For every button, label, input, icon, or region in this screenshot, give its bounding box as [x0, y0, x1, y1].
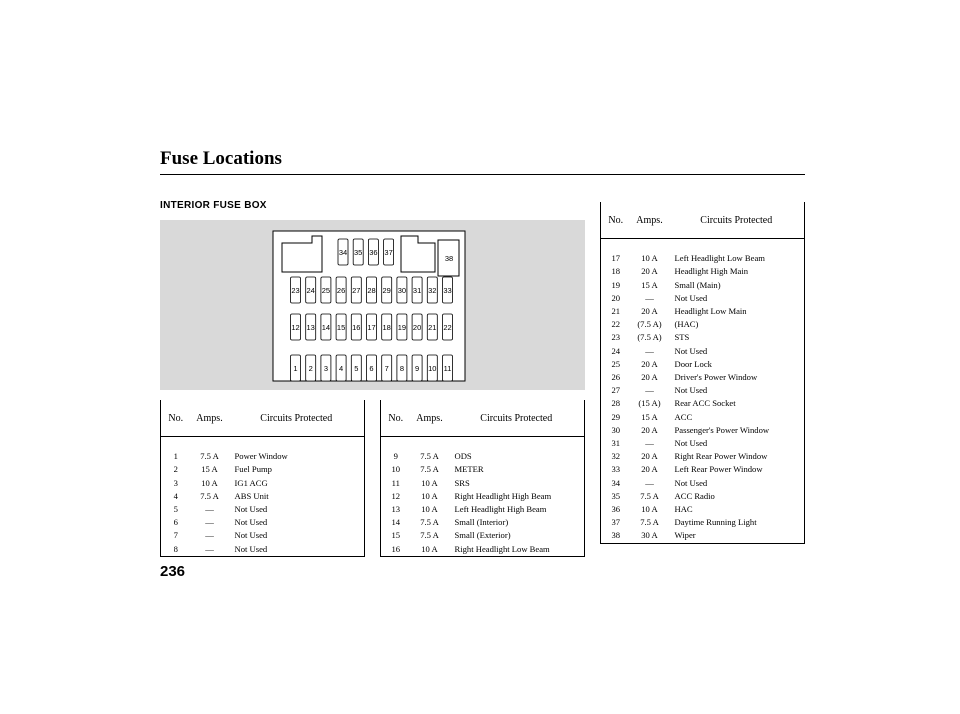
fuse-table-body: [381, 437, 585, 557]
fuse-number: 30: [611, 424, 621, 435]
fuse-number: 22: [611, 319, 621, 330]
fuse-9-label: 9: [415, 364, 420, 373]
header-circuits: Circuits Protected: [480, 412, 553, 424]
page-number: 236: [160, 563, 186, 580]
spacer-row: [161, 437, 365, 451]
header-circuits: Circuits Protected: [700, 214, 773, 226]
fuse-16-label: 16: [352, 323, 361, 332]
table-row: [601, 463, 805, 476]
fuse-number: 5: [173, 504, 178, 514]
header-amps: Amps.: [416, 412, 443, 424]
fuse-amps: 7.5 A: [420, 451, 439, 462]
fuse-circuit: Not Used: [674, 477, 708, 488]
fuse-table-body: [161, 437, 365, 557]
table-row: [601, 305, 805, 318]
fuse-circuit: Not Used: [674, 385, 708, 396]
fuse-table-17-38: [600, 202, 805, 544]
fuse-circuit: Daytime Running Light: [674, 517, 757, 528]
fuse-7-label: 7: [384, 364, 389, 373]
fuse-number: 24: [611, 345, 621, 356]
fuse-circuit: ACC Radio: [674, 490, 715, 501]
fuse-amps: —: [205, 530, 214, 541]
fuse-circuit: Not Used: [234, 530, 268, 541]
fuse-circuit: Left Headlight High Beam: [454, 504, 547, 514]
fuse-number: 33: [611, 464, 621, 475]
table-row: [381, 477, 585, 490]
fuse-10-label: 10: [428, 364, 437, 373]
fuse-amps: 7.5 A: [640, 490, 659, 501]
fuse-5-label: 5: [354, 364, 359, 373]
table-row: [601, 265, 805, 278]
fuse-number: 26: [611, 372, 621, 383]
fuse-number: 16: [391, 543, 401, 554]
fuse-3-label: 3: [323, 364, 328, 373]
fuse-number: 25: [611, 358, 621, 369]
table-row: [161, 543, 365, 557]
fuse-28-label: 28: [367, 286, 376, 295]
fuse-amps: —: [205, 517, 214, 528]
fuse-circuit: IG1 ACG: [234, 477, 268, 488]
fuse-amps: 7.5 A: [420, 464, 439, 475]
fuse-circuit: SRS: [454, 477, 470, 488]
table-row: [601, 516, 805, 529]
fuse-26-label: 26: [336, 286, 346, 295]
table-row: [161, 477, 365, 490]
table-row: [161, 516, 365, 529]
fuse-number: 4: [173, 490, 178, 501]
table-row: [601, 252, 805, 265]
fuse-circuit: Rear ACC Socket: [674, 398, 736, 409]
table-row: [381, 516, 585, 529]
fuse-amps: 20 A: [641, 451, 658, 462]
fuse-14-label: 14: [321, 323, 331, 332]
table-row: [601, 384, 805, 397]
fuse-25-label: 25: [321, 286, 331, 295]
fuse-circuit: Right Rear Power Window: [674, 451, 768, 462]
fuse-number: 6: [173, 517, 178, 528]
table-row: [601, 411, 805, 424]
fuse-circuit: Right Headlight High Beam: [454, 490, 552, 501]
header-no: No.: [608, 214, 624, 226]
fuse-11-label: 11: [443, 364, 452, 373]
fuse-table-1-8: [160, 400, 365, 557]
fuse-35-label: 35: [354, 248, 363, 257]
fuse-table-body: [601, 239, 805, 544]
table-row: [161, 529, 365, 542]
fuse-amps: 7.5 A: [420, 530, 439, 541]
fuse-15-label: 15: [336, 323, 346, 332]
fuse-number: 11: [391, 477, 400, 488]
fuse-circuit: Door Lock: [674, 358, 712, 369]
table-row: [601, 397, 805, 410]
table-row: [601, 331, 805, 344]
fuse-number: 3: [173, 477, 178, 488]
fuse-circuit: Headlight High Main: [674, 266, 749, 277]
fuse-amps: 20 A: [641, 464, 658, 475]
fuse-circuit: Right Headlight Low Beam: [454, 543, 550, 554]
fuse-circuit: ODS: [454, 451, 472, 462]
fuse-number: 20: [611, 292, 621, 303]
fuse-number: 14: [391, 517, 401, 528]
fuse-amps: 10 A: [201, 477, 218, 488]
fuse-34-label: 34: [338, 248, 348, 257]
fuse-number: 18: [611, 266, 621, 277]
title-divider: [160, 174, 805, 175]
fuse-amps: (7.5 A): [637, 319, 662, 330]
table-row: [381, 543, 585, 557]
fuse-amps: 15 A: [641, 279, 658, 290]
table-row: [161, 503, 365, 516]
fuse-circuit: Not Used: [234, 543, 268, 554]
fuse-amps: (7.5 A): [637, 332, 662, 343]
fuse-amps: 10 A: [421, 490, 438, 501]
fuse-amps: 20 A: [641, 424, 658, 435]
fuse-amps: —: [645, 477, 654, 488]
fuse-amps: 20 A: [641, 266, 658, 277]
fuse-36-label: 36: [369, 248, 378, 257]
fuse-number: 38: [611, 530, 621, 541]
spacer-row: [601, 239, 805, 253]
table-row: [601, 437, 805, 450]
fuse-amps: —: [645, 292, 654, 303]
fuse-29-label: 29: [382, 286, 391, 295]
fuse-circuit: Not Used: [234, 504, 268, 514]
header-no: No.: [168, 412, 184, 424]
table-row: [601, 477, 805, 490]
fuse-amps: 10 A: [641, 504, 658, 515]
fuse-circuit: Small (Main): [674, 279, 721, 290]
fuse-number: 13: [391, 504, 401, 514]
fuse-8-label: 8: [399, 364, 404, 373]
fuse-18-label: 18: [382, 323, 391, 332]
table-row: [381, 490, 585, 503]
fuse-number: 31: [611, 438, 621, 449]
fuse-circuit: Small (Interior): [454, 517, 509, 528]
table-row: [601, 358, 805, 371]
fuse-21-label: 21: [428, 323, 437, 332]
fuse-32-label: 32: [428, 286, 437, 295]
table-row: [601, 450, 805, 463]
fuse-number: 15: [391, 530, 401, 541]
fuse-number: 1: [173, 451, 178, 462]
fuse-number: 34: [611, 477, 621, 488]
fuse-number: 28: [611, 398, 621, 409]
fuse-circuit: Headlight Low Main: [674, 306, 747, 316]
fuse-17-label: 17: [367, 323, 376, 332]
fuse-circuit: (HAC): [674, 319, 699, 330]
fuse-number: 27: [611, 385, 621, 396]
fuse-circuit: ACC: [674, 411, 693, 422]
fuse-circuit: Left Rear Power Window: [674, 464, 763, 475]
table-row: [601, 529, 805, 543]
fuse-number: 19: [611, 279, 621, 290]
fuse-number: 7: [173, 530, 178, 541]
fuse-number: 32: [611, 451, 621, 462]
table-row: [161, 490, 365, 503]
fuse-amps: 10 A: [421, 477, 438, 488]
fuse-amps: 20 A: [641, 372, 658, 383]
fuse-circuit: Driver's Power Window: [674, 372, 758, 383]
fuse-circuit: ABS Unit: [234, 490, 269, 501]
fuse-amps: 7.5 A: [200, 490, 219, 501]
fuse-number: 23: [611, 332, 621, 343]
fuse-20-label: 20: [412, 323, 422, 332]
fuse-amps: —: [645, 345, 654, 356]
fuse-amps: 7.5 A: [420, 517, 439, 528]
table-row: [381, 503, 585, 516]
fuse-amps: 10 A: [421, 543, 438, 554]
header-amps: Amps.: [636, 214, 663, 226]
fuse-number: 29: [611, 411, 621, 422]
fuse-circuit: Left Headlight Low Beam: [674, 253, 765, 264]
fuse-number: 8: [173, 543, 178, 554]
table-row: [161, 463, 365, 476]
table-row: [601, 279, 805, 292]
table-row: [601, 371, 805, 384]
section-heading: INTERIOR FUSE BOX: [160, 200, 267, 211]
fuse-37-label: 37: [384, 248, 393, 257]
fuse-38-label: 38: [444, 254, 454, 263]
fuse-number: 10: [391, 464, 401, 475]
fuse-number: 9: [393, 451, 398, 462]
fuse-6-label: 6: [369, 364, 374, 373]
fuse-number: 17: [611, 253, 621, 264]
table-row: [601, 345, 805, 358]
fuse-amps: (15 A): [638, 398, 661, 409]
fuse-4-label: 4: [339, 364, 344, 373]
fuse-12-label: 12: [291, 323, 300, 332]
fuse-number: 35: [611, 490, 621, 501]
fuse-amps: 10 A: [421, 504, 438, 514]
table-row: [161, 450, 365, 463]
fuse-amps: 20 A: [641, 358, 658, 369]
fuse-circuit: HAC: [674, 504, 693, 515]
fuse-circuit: Not Used: [234, 517, 268, 528]
header-amps: Amps.: [196, 412, 223, 424]
fuse-22-label: 22: [443, 323, 452, 332]
spacer-row: [381, 437, 585, 451]
fuse-circuit: Small (Exterior): [454, 530, 511, 541]
fuse-circuit: STS: [674, 332, 690, 343]
fuse-box-diagram: [160, 220, 585, 390]
fuse-box-drawing: [160, 220, 585, 390]
fuse-amps: 30 A: [641, 530, 658, 541]
fuse-30-label: 30: [397, 286, 407, 295]
fuse-number: 37: [611, 517, 621, 528]
header-no: No.: [388, 412, 404, 424]
fuse-number: 12: [391, 490, 401, 501]
fuse-circuit: Wiper: [674, 530, 696, 541]
fuse-amps: —: [645, 438, 654, 449]
table-row: [601, 424, 805, 437]
fuse-circuit: Fuel Pump: [234, 464, 272, 475]
header-circuits: Circuits Protected: [260, 412, 333, 424]
fuse-23-label: 23: [291, 286, 300, 295]
fuse-amps: 15 A: [201, 464, 218, 475]
fuse-24-label: 24: [306, 286, 315, 295]
fuse-number: 36: [611, 504, 621, 515]
fuse-circuit: Not Used: [674, 438, 708, 449]
fuse-amps: 7.5 A: [640, 517, 659, 528]
fuse-amps: 15 A: [641, 411, 658, 422]
fuse-table-9-16: [380, 400, 585, 557]
fuse-amps: —: [205, 504, 214, 514]
fuse-circuit: Passenger's Power Window: [674, 424, 770, 435]
fuse-number: 2: [173, 464, 178, 475]
fuse-13-label: 13: [306, 323, 315, 332]
fuse-2-label: 2: [308, 364, 313, 373]
fuse-circuit: Power Window: [234, 451, 288, 462]
fuse-amps: —: [645, 385, 654, 396]
fuse-31-label: 31: [412, 286, 422, 295]
table-row: [601, 503, 805, 516]
fuse-amps: 10 A: [641, 253, 658, 264]
fuse-1-label: 1: [293, 364, 298, 373]
table-row: [381, 463, 585, 476]
table-row: [381, 529, 585, 542]
table-row: [601, 318, 805, 331]
table-row: [381, 450, 585, 463]
fuse-amps: 7.5 A: [200, 451, 219, 462]
fuse-number: 21: [611, 306, 621, 316]
table-row: [601, 490, 805, 503]
page-title: Fuse Locations: [160, 148, 282, 169]
table-row: [601, 292, 805, 305]
fuse-circuit: Not Used: [674, 292, 708, 303]
fuse-amps: —: [205, 543, 214, 554]
fuse-19-label: 19: [397, 323, 407, 332]
fuse-33-label: 33: [443, 286, 452, 295]
fuse-circuit: METER: [454, 464, 484, 475]
fuse-circuit: Not Used: [674, 345, 708, 356]
fuse-27-label: 27: [352, 286, 361, 295]
fuse-amps: 20 A: [641, 306, 658, 316]
